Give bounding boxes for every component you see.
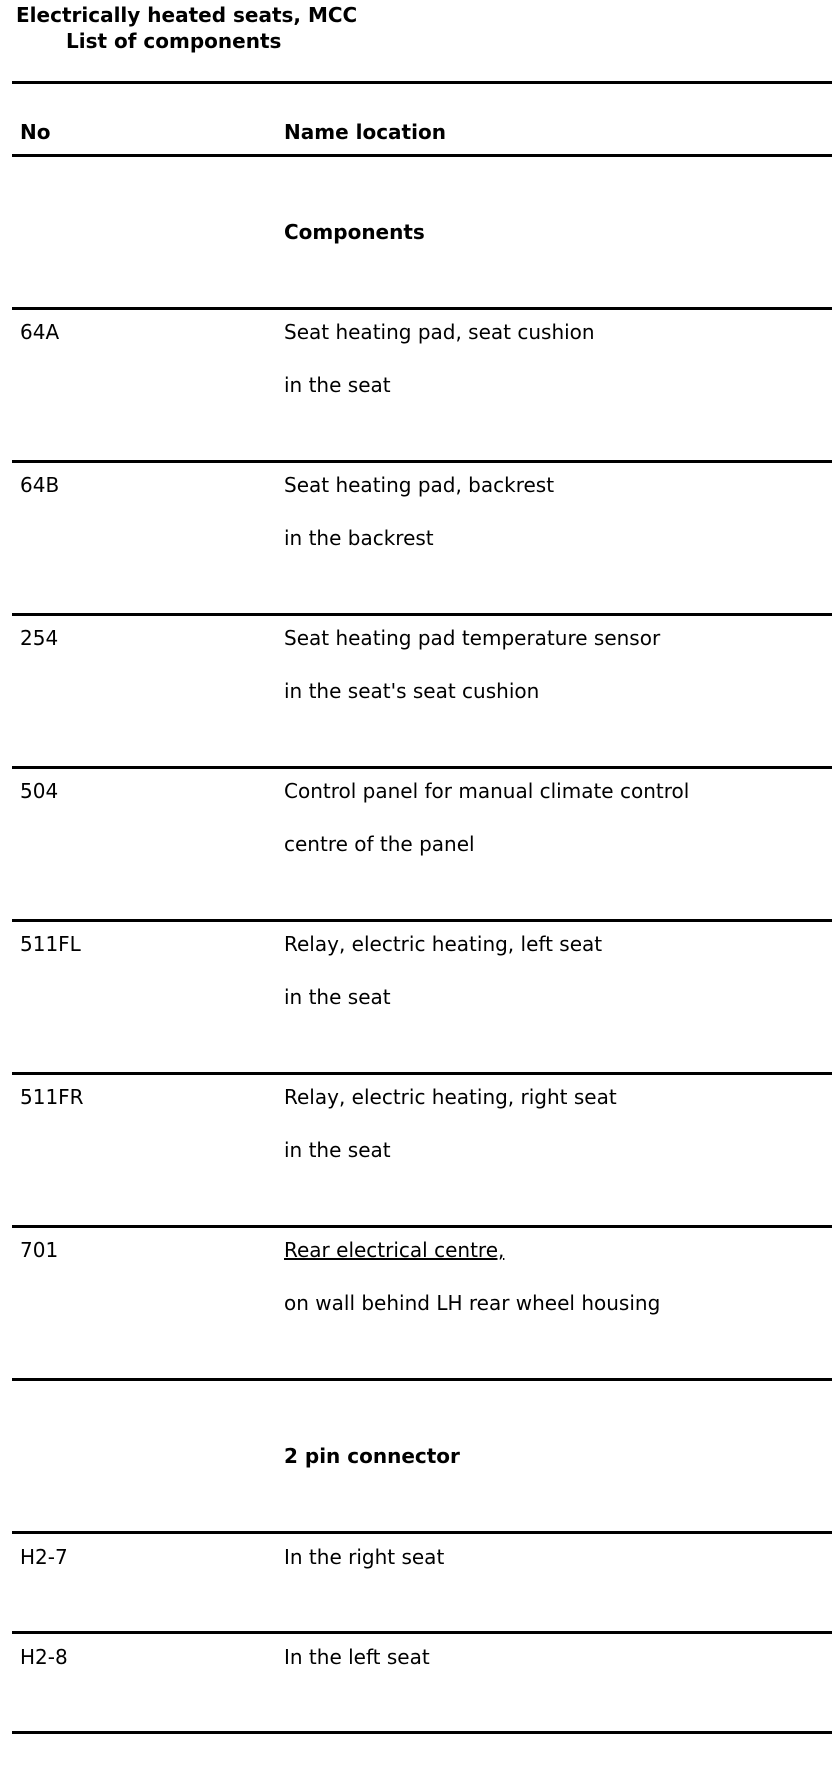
component-location: in the seat [284, 373, 391, 397]
section-heading: 2 pin connector [284, 1444, 460, 1468]
column-header-name-location: Name location [284, 120, 446, 144]
component-location: in the backrest [284, 526, 434, 550]
component-location: in the seat's seat cushion [284, 679, 540, 703]
rear-electrical-centre-link[interactable]: Rear electrical centre, [284, 1238, 505, 1262]
header-bottom-rule [12, 154, 832, 157]
component-name: Seat heating pad, backrest [284, 473, 555, 497]
component-name: Control panel for manual climate control [284, 779, 690, 803]
component-number: 504 [20, 779, 59, 803]
component-number: 254 [20, 626, 59, 650]
component-location: centre of the panel [284, 832, 475, 856]
row-divider [12, 1072, 832, 1075]
connector-location: In the left seat [284, 1645, 430, 1669]
component-location: in the seat [284, 985, 391, 1009]
component-number: 64B [20, 473, 60, 497]
row-divider [12, 460, 832, 463]
row-divider [12, 1531, 832, 1534]
document-subtitle: List of components [66, 29, 282, 53]
row-divider [12, 307, 832, 310]
component-number: 64A [20, 320, 60, 344]
component-number: 511FR [20, 1085, 84, 1109]
table-top-rule [12, 81, 832, 84]
row-divider [12, 1378, 832, 1381]
component-name: Relay, electric heating, left seat [284, 932, 603, 956]
component-name: Relay, electric heating, right seat [284, 1085, 617, 1109]
row-divider [12, 919, 832, 922]
table-bottom-rule [12, 1731, 832, 1734]
component-number: 511FL [20, 932, 81, 956]
section-heading: Components [284, 220, 425, 244]
row-divider [12, 613, 832, 616]
component-location: on wall behind LH rear wheel housing [284, 1291, 661, 1315]
component-name: Seat heating pad, seat cushion [284, 320, 595, 344]
row-divider [12, 1631, 832, 1634]
component-number: 701 [20, 1238, 59, 1262]
connector-number: H2-8 [20, 1645, 68, 1669]
column-header-no: No [20, 120, 51, 144]
connector-location: In the right seat [284, 1545, 445, 1569]
component-name: Seat heating pad temperature sensor [284, 626, 661, 650]
document-title: Electrically heated seats, MCC [16, 3, 358, 27]
connector-number: H2-7 [20, 1545, 68, 1569]
component-location: in the seat [284, 1138, 391, 1162]
row-divider [12, 766, 832, 769]
row-divider [12, 1225, 832, 1228]
document-header [16, 2, 357, 54]
